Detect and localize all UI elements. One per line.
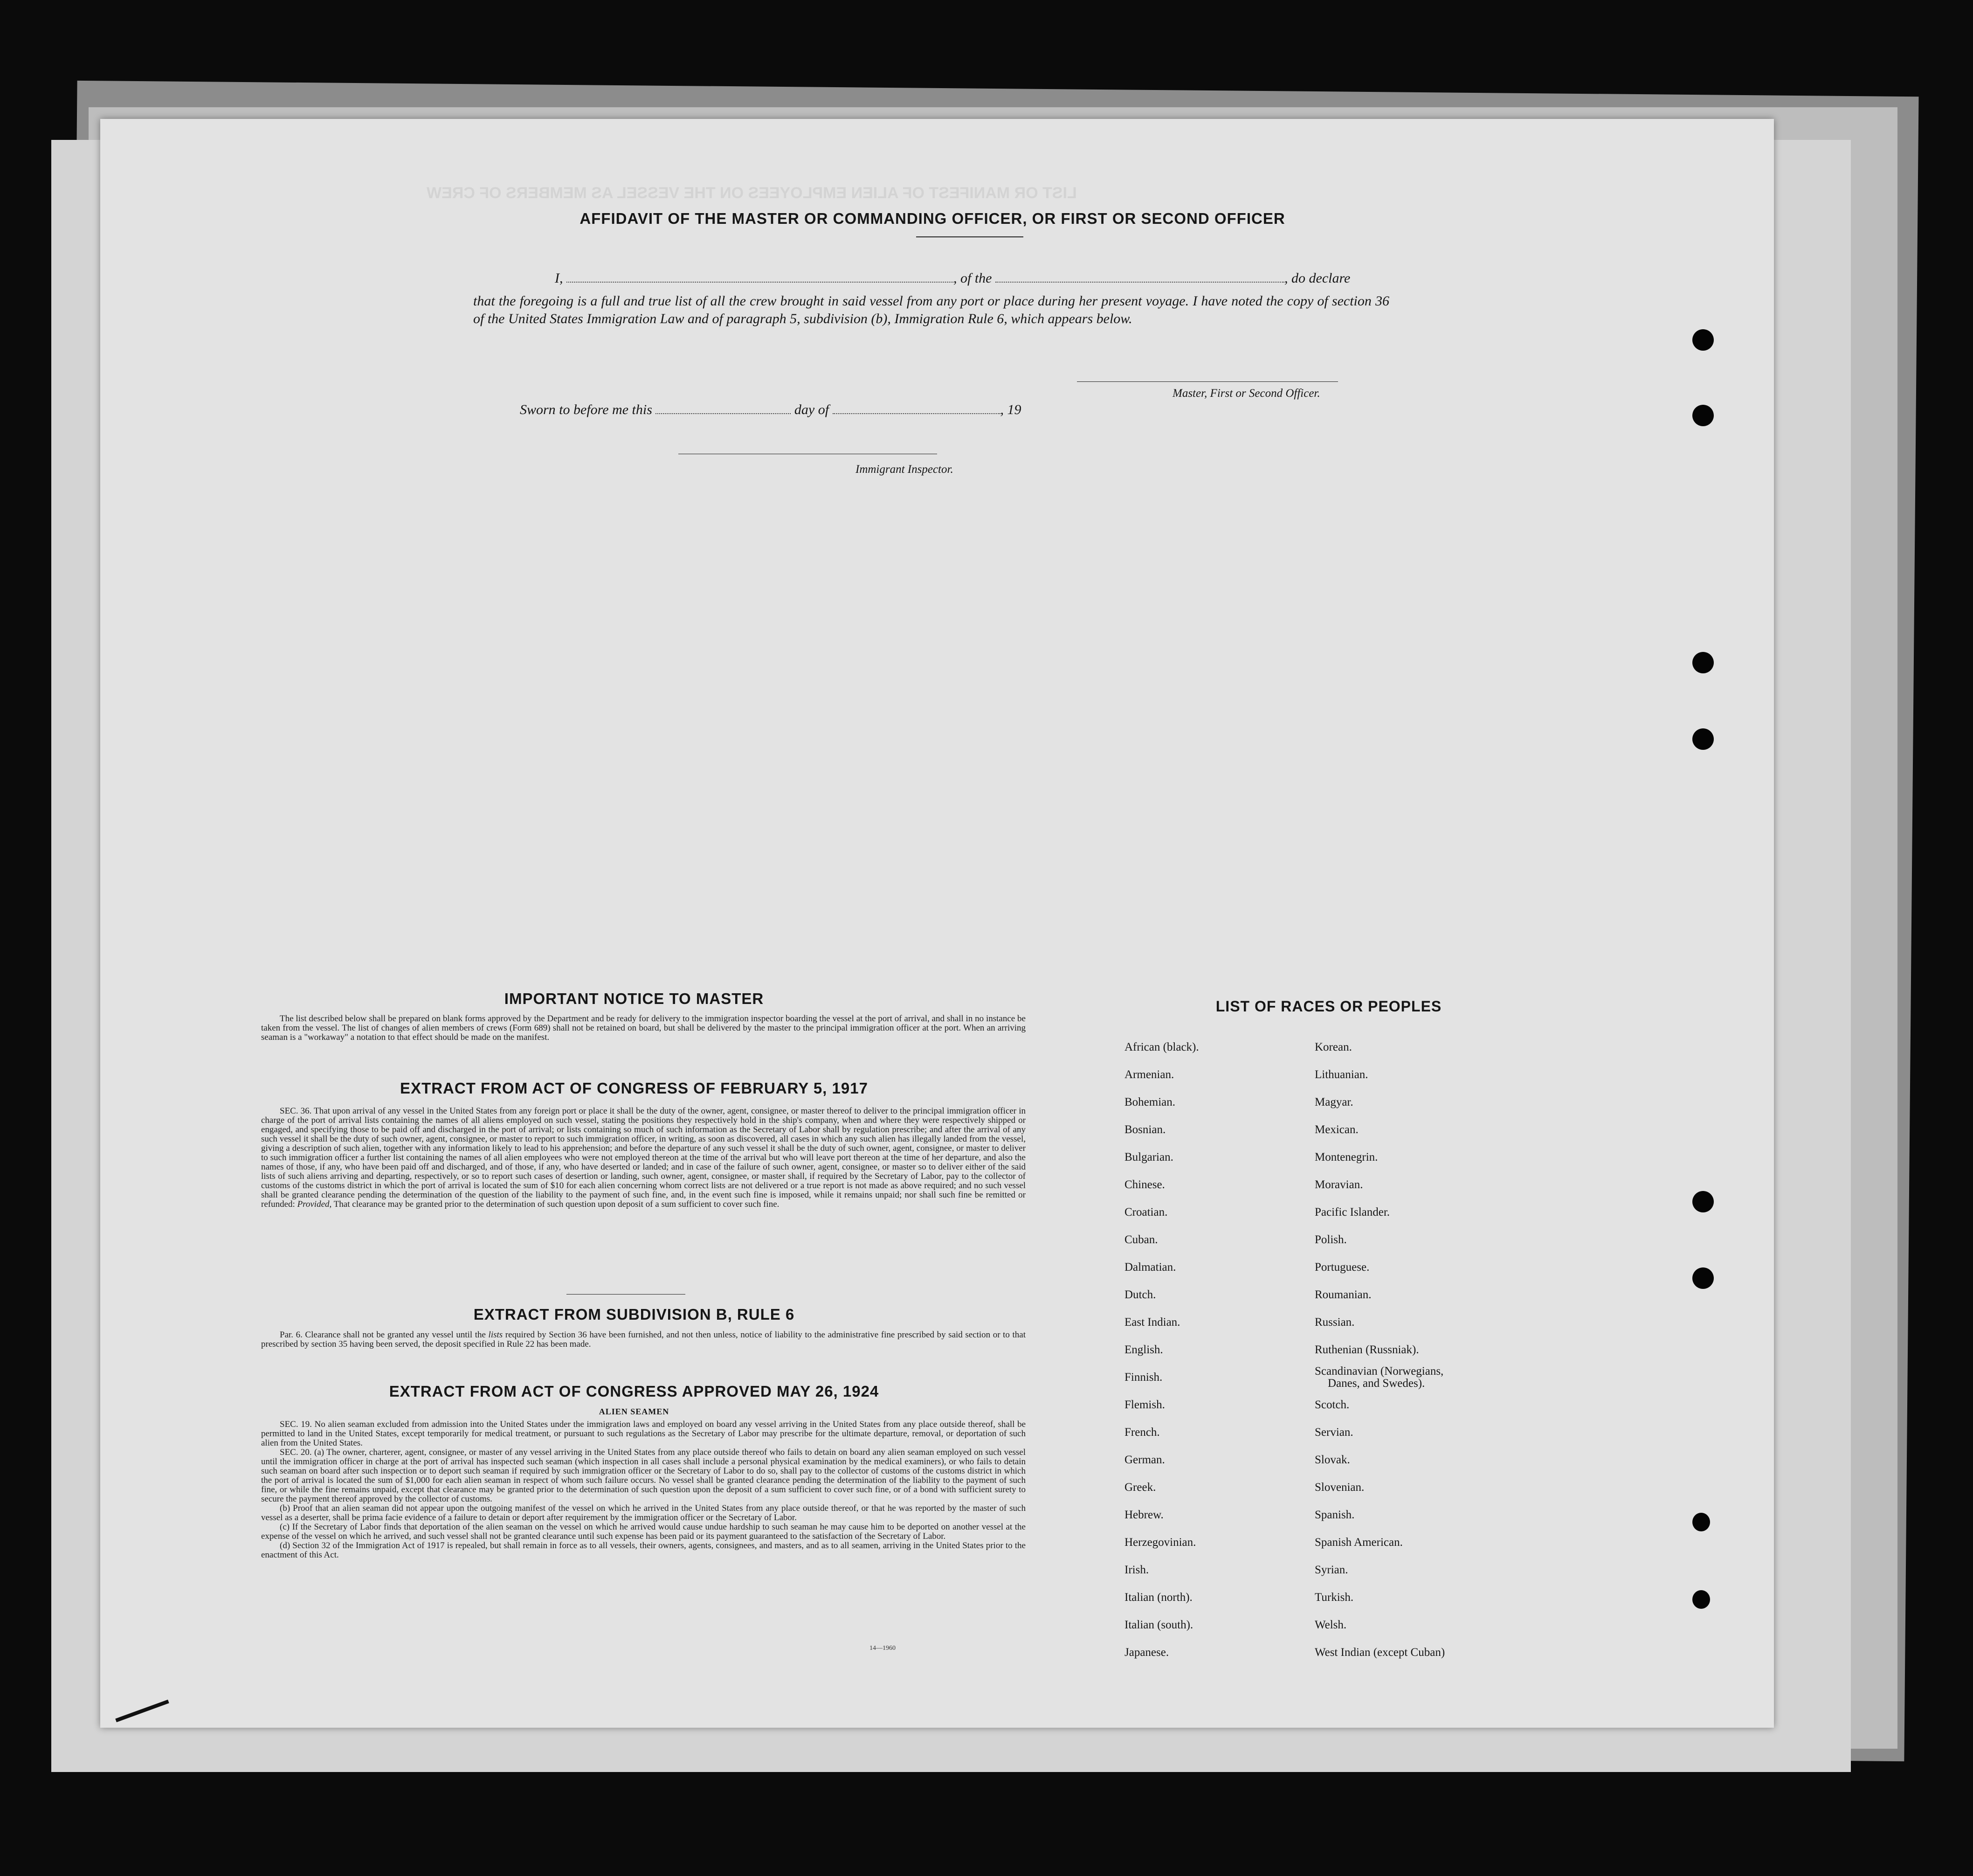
race-item: Dalmatian.: [1124, 1261, 1176, 1274]
race-item: Hebrew.: [1124, 1509, 1164, 1521]
race-item: Welsh.: [1315, 1619, 1347, 1631]
race-item: Italian (south).: [1124, 1619, 1193, 1631]
master-signature-caption: Master, First or Second Officer.: [1173, 387, 1320, 400]
binder-hole: [1692, 405, 1714, 426]
bleed-through-heading: LIST OR MANIFEST OF ALIEN EMPLOYEES ON THE VESSEL AS MEMBERS OF CREW: [427, 184, 1077, 202]
race-item: Montenegrin.: [1315, 1151, 1378, 1163]
race-item: Lithuanian.: [1315, 1068, 1368, 1081]
notice-text: The list described below shall be prepared on blank forms approved by the Department and be ready for delivery to the immigration inspector boarding the vessel at the port of arrival, and shall in no instance be taken from the vessel. The list of changes of alien members of crews (Form 689) shall not be retained on board, but shall be delivered by the master to the principal immigration officer at the port. When an arriving seaman is a "workaway" a notation to that effect should be made on the manifest.: [261, 1014, 1026, 1042]
document-page: [100, 119, 1774, 1728]
race-item: Mexican.: [1315, 1123, 1359, 1136]
race-item: East Indian.: [1124, 1316, 1180, 1329]
alien-seamen-subtitle: ALIEN SEAMEN: [599, 1407, 669, 1416]
sec20b-text: (b) Proof that an alien seaman did not appear upon the outgoing manifest of the vessel on which he arrived in the United States from any place outside thereof, or that he was reported by the master of such vessel as a deserter, shall be prima facie evidence of a failure to detain or deport after requirement by the immigration officer or the Secretary of Labor.: [261, 1503, 1026, 1523]
sec36-text-end: That clearance may be granted prior to the determination of such question upon deposit of a sum sufficient to cover such fine.: [333, 1199, 780, 1209]
extract-1924-title: EXTRACT FROM ACT OF CONGRESS APPROVED MAY 26, 1924: [389, 1383, 879, 1400]
par6-text: Par. 6. Clearance shall not be granted any vessel until the: [280, 1330, 486, 1340]
do-declare-label: , do declare: [1284, 270, 1351, 286]
race-item: Flemish.: [1124, 1398, 1165, 1411]
inspector-caption: Immigrant Inspector.: [855, 463, 953, 476]
race-item: Slovak.: [1315, 1454, 1350, 1466]
race-item: Herzegovinian.: [1124, 1536, 1196, 1549]
sec20a-text: SEC. 20. (a) The owner, charterer, agent, consignee, or master of any vessel arriving in the United States from any place outside thereof who fails to detain on board any alien seaman employed on such vessel until the immigration officer in charge at the port of arrival has inspected such seaman (which inspection in all cases shall include a personal physical examination by the medical examiners), or who fails to detain such seaman on board after such inspection or to deport such seaman if required by such immigration officer or the Secretary of Labor to do so, shall pay to the collector of customs of the customs district in which the port of arrival is located the sum of $1,000 for each alien seaman in respect of whom such failure occurs. No vessel shall be granted clearance pending the determination of the liability to the payment of such fine, or while the fine remains unpaid, except that clearance may be granted prior to the determination of such question upon the deposit of a sum sufficient to cover such fine, or of a bond with sufficient surety to secure the payment thereof approved by the collector of customs.: [261, 1447, 1026, 1504]
race-item: Bohemian.: [1124, 1096, 1176, 1108]
race-item: Slovenian.: [1315, 1481, 1365, 1494]
race-item: Servian.: [1315, 1426, 1353, 1439]
day-of-label: day of: [794, 402, 829, 417]
race-item: Bosnian.: [1124, 1123, 1166, 1136]
race-item: Scotch.: [1315, 1398, 1350, 1411]
race-item: Spanish American.: [1315, 1536, 1403, 1549]
provided-word: Provided,: [297, 1199, 332, 1209]
sec20d-text: (d) Section 32 of the Immigration Act of 1917 is repealed, but shall remain in force as to all vessels, their owners, agents, consignees, and masters, and as to all seamen, arriving in the United States prior to the enactment of this Act.: [261, 1541, 1026, 1560]
race-item: Turkish.: [1315, 1591, 1354, 1604]
binder-hole: [1692, 329, 1714, 351]
extract-1924-text: [261, 1420, 1026, 1560]
binder-hole: [1692, 728, 1714, 750]
race-item: Cuban.: [1124, 1233, 1158, 1246]
race-item: Korean.: [1315, 1041, 1352, 1053]
race-item: Polish.: [1315, 1233, 1347, 1246]
extract-1917-text: [261, 1107, 1026, 1209]
master-signature-line[interactable]: [1077, 381, 1338, 382]
race-item: Russian.: [1315, 1316, 1355, 1329]
race-item: Scandinavian (Norwegians, Danes, and Swedes).: [1315, 1365, 1444, 1390]
title-underline: [916, 236, 1023, 237]
year-label: , 19: [1000, 402, 1021, 417]
sec20c-text: (c) If the Secretary of Labor finds that deportation of the alien seaman on the vessel on which he arrived would cause undue hardship to such seaman he may cause him to be deported on another vessel at the expense of the vessel on which he arrived, and such vessel shall not be granted clearance until such expense has been paid or its payment guaranteed to the satisfaction of the Secretary of Labor.: [261, 1522, 1026, 1541]
declarant-name-field[interactable]: [566, 270, 953, 283]
par6-text-end: required by Section 36 have been furnished, and not then unless, notice of liability to the administrative fine prescribed by said section or to that prescribed by section 35 having been served, the deposit specified in Rule 22 has been made.: [261, 1330, 1026, 1349]
race-item: Chinese.: [1124, 1178, 1165, 1191]
sworn-label: Sworn to before me this: [520, 402, 652, 417]
race-item: German.: [1124, 1454, 1165, 1466]
extract-rule6-title: EXTRACT FROM SUBDIVISION B, RULE 6: [473, 1306, 795, 1323]
race-item: Croatian.: [1124, 1206, 1168, 1218]
sworn-line: [520, 402, 1219, 418]
race-item: English.: [1124, 1343, 1163, 1356]
affidavit-body: that the foregoing is a full and true list of all the crew brought in said vessel from any port or place during her present voyage. I have noted the copy of section 36 of the United States Immigration Law and of paragraph 5, subdivision (b), Immigration Rule 6, which appears below.: [473, 293, 1389, 326]
race-item: Italian (north).: [1124, 1591, 1193, 1604]
race-item: Bulgarian.: [1124, 1151, 1173, 1163]
sworn-day-field[interactable]: [655, 402, 791, 414]
race-item: Japanese.: [1124, 1646, 1169, 1659]
race-item: Roumanian.: [1315, 1288, 1372, 1301]
binder-hole: [1692, 1267, 1714, 1289]
sec19-text: SEC. 19. No alien seaman excluded from admission into the United States under the immigration laws and employed on board any vessel arriving in the United States from any place outside thereof, shall be permitted to land in the United States, except temporarily for medical treatment, or pursuant to such regulations as the Secretary of Labor may prescribe for the ultimate departure, removal, or deportation of such alien from the United States.: [261, 1419, 1026, 1448]
race-item: Greek.: [1124, 1481, 1156, 1494]
declarant-label: I,: [555, 270, 563, 286]
race-item: Pacific Islander.: [1315, 1206, 1390, 1218]
binder-hole: [1692, 1191, 1714, 1212]
race-item: French.: [1124, 1426, 1160, 1439]
affidavit-title: AFFIDAVIT OF THE MASTER OR COMMANDING OFFICER, OR FIRST OR SECOND OFFICER: [579, 210, 1285, 227]
binder-hole: [1692, 1513, 1710, 1531]
lists-word: lists: [488, 1330, 503, 1340]
extract-1917-title: EXTRACT FROM ACT OF CONGRESS OF FEBRUARY 5, 1917: [400, 1080, 868, 1097]
sworn-month-field[interactable]: [833, 402, 1000, 414]
race-item: African (black).: [1124, 1041, 1199, 1053]
race-item: Magyar.: [1315, 1096, 1353, 1108]
race-item: Moravian.: [1315, 1178, 1363, 1191]
race-item: Syrian.: [1315, 1564, 1348, 1576]
race-item: Spanish.: [1315, 1509, 1355, 1521]
race-item: West Indian (except Cuban): [1315, 1646, 1445, 1659]
race-item: Armenian.: [1124, 1068, 1174, 1081]
declaration-line: [517, 270, 1497, 286]
race-item: Portuguese.: [1315, 1261, 1370, 1274]
race-item: Dutch.: [1124, 1288, 1156, 1301]
race-item: Ruthenian (Russniak).: [1315, 1343, 1419, 1356]
binder-hole: [1692, 652, 1714, 673]
races-title: LIST OF RACES OR PEOPLES: [1215, 998, 1442, 1015]
notice-title: IMPORTANT NOTICE TO MASTER: [504, 990, 764, 1007]
binder-hole: [1692, 1590, 1710, 1609]
sec36-text: SEC. 36. That upon arrival of any vessel in the United States from any foreign port or place it shall be the duty of the owner, agent, consignee, or master thereof to deliver to the principal immigration officer in charge of the port of arrival lists containing the names of all aliens employed on such vessel, stating the positions they respectively hold in the ship's company, when and where they were respectively shipped or engaged, and specifying those to be paid off and discharged in the port of arrival; or lists containing so much of such information as the Secretary of Labor shall by regulation prescribe; and after the arrival of any such vessel it shall be the duty of such owner, agent, consignee, or master to report to such immigration officer, in writing, as soon as discovered, all cases in which any such alien has illegally landed from the vessel, giving a description of such alien, together with any information likely to lead to his apprehension; and before the departure of any such vessel it shall be the duty of such owner, agent, consignee, or master to deliver to such immigration officer a further list containing the names of all alien employees who were not employed thereon at the time of the arrival but who will leave port thereon at the time of her departure, and also the names of those, if any, who have been paid off and discharged, and of those, if any, who have deserted or landed; and in case of the failure of such owner, agent, consignee, or master so to deliver either of the said lists of such aliens arriving and departing, respectively, or so to report such cases of desertion or landing, such owner, agent, consignee, or master shall, if required by the Secretary of Labor, pay to the collector of customs of the customs district in which the port of arrival is located the sum of $10 for each alien concerning whom correct lists are not delivered or a true report is not made as above required; and no such vessel shall be granted clearance pending the determination of the question of the liability to the payment of such fine, and, in the event such fine is imposed, while it remains unpaid; nor shall such fine be remitted or refunded:: [261, 1106, 1026, 1209]
extract-rule6-text: [261, 1330, 1026, 1349]
of-the-label: , of the: [953, 270, 992, 286]
race-item: Irish.: [1124, 1564, 1149, 1576]
vessel-name-field[interactable]: [995, 270, 1284, 283]
print-code: 14—1960: [869, 1645, 896, 1652]
divider: [566, 1294, 685, 1295]
race-item: Finnish.: [1124, 1371, 1163, 1384]
